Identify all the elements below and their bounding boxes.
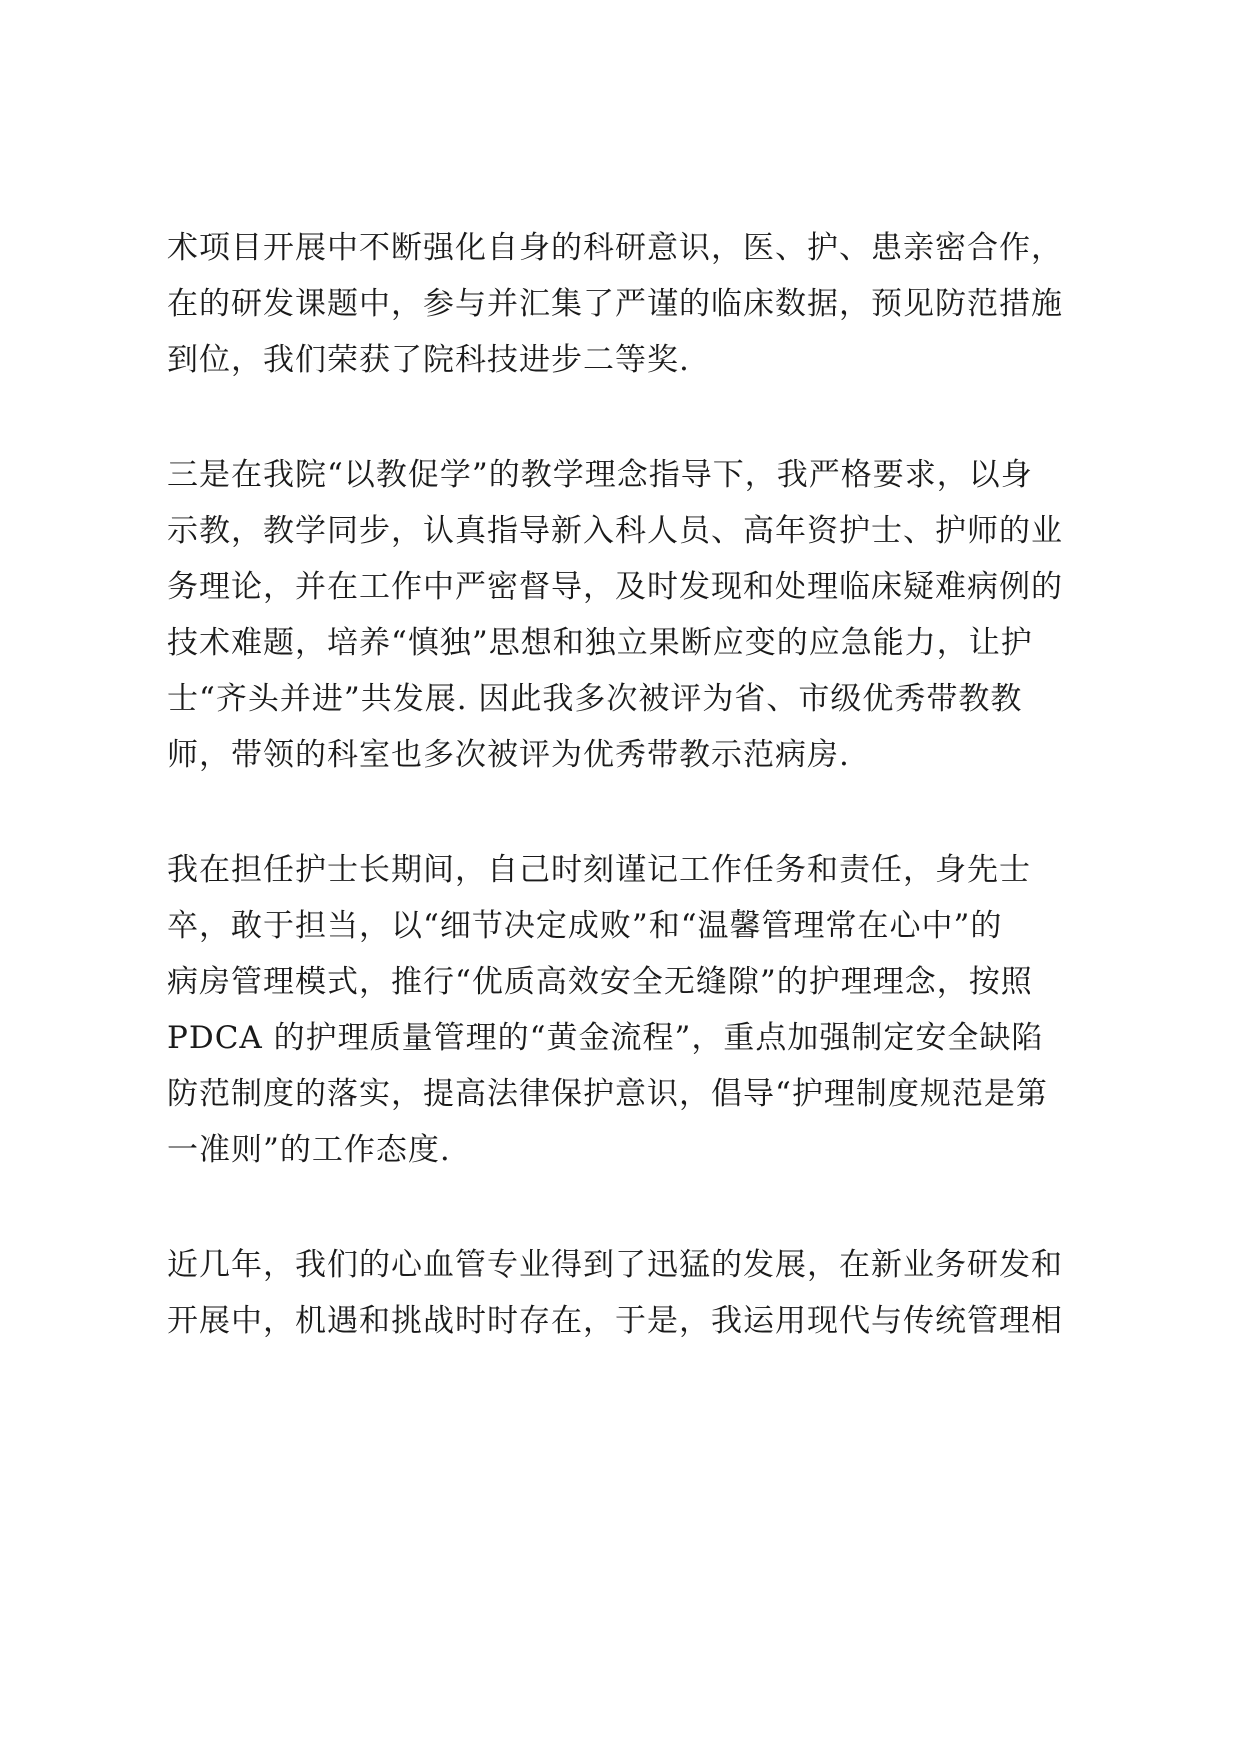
paragraph (167, 220, 1087, 388)
text-line: 术项目开展中不断强化自身的科研意识，医、护、患亲密合作， (167, 230, 1063, 266)
paragraph (167, 1237, 1087, 1349)
text-line: 示教，教学同步，认真指导新入科人员、高年资护士、护师的业 (167, 513, 1063, 549)
text-line: 病房管理模式，推行“优质高效安全无缝隙”的护理理念，按照 (167, 964, 1033, 1000)
text-line: 三是在我院“以教促学”的教学理念指导下，我严格要求，以身 (167, 457, 1033, 493)
text-line: 在的研发课题中，参与并汇集了严谨的临床数据，预见防范措施 (167, 286, 1063, 322)
paragraph (167, 447, 1087, 783)
text-line: 务理论，并在工作中严密督导，及时发现和处理临床疑难病例的 (167, 569, 1063, 605)
text-line: 技术难题，培养“慎独”思想和独立果断应变的应急能力，让护 (167, 625, 1033, 661)
document-body (167, 220, 1087, 1408)
text-line: 防范制度的落实，提高法律保护意识，倡导“护理制度规范是第 (167, 1076, 1048, 1112)
text-line: 士“齐头并进”共发展. 因此我多次被评为省、市级优秀带教教 (167, 681, 1023, 717)
paragraph (167, 842, 1087, 1178)
text-line: 卒，敢于担当，以“细节决定成败”和“温馨管理常在心中”的 (167, 908, 1003, 944)
text-line: 开展中，机遇和挑战时时存在，于是，我运用现代与传统管理相 (167, 1303, 1063, 1339)
text-line: 一准则”的工作态度. (167, 1132, 451, 1168)
text-line: PDCA 的护理质量管理的“黄金流程”，重点加强制定安全缺陷 (167, 1020, 1044, 1056)
text-line: 近几年，我们的心血管专业得到了迅猛的发展，在新业务研发和 (167, 1247, 1063, 1283)
text-line: 我在担任护士长期间，自己时刻谨记工作任务和责任，身先士 (167, 852, 1031, 888)
text-line: 师，带领的科室也多次被评为优秀带教示范病房. (167, 737, 850, 773)
text-line: 到位，我们荣获了院科技进步二等奖. (167, 342, 690, 378)
